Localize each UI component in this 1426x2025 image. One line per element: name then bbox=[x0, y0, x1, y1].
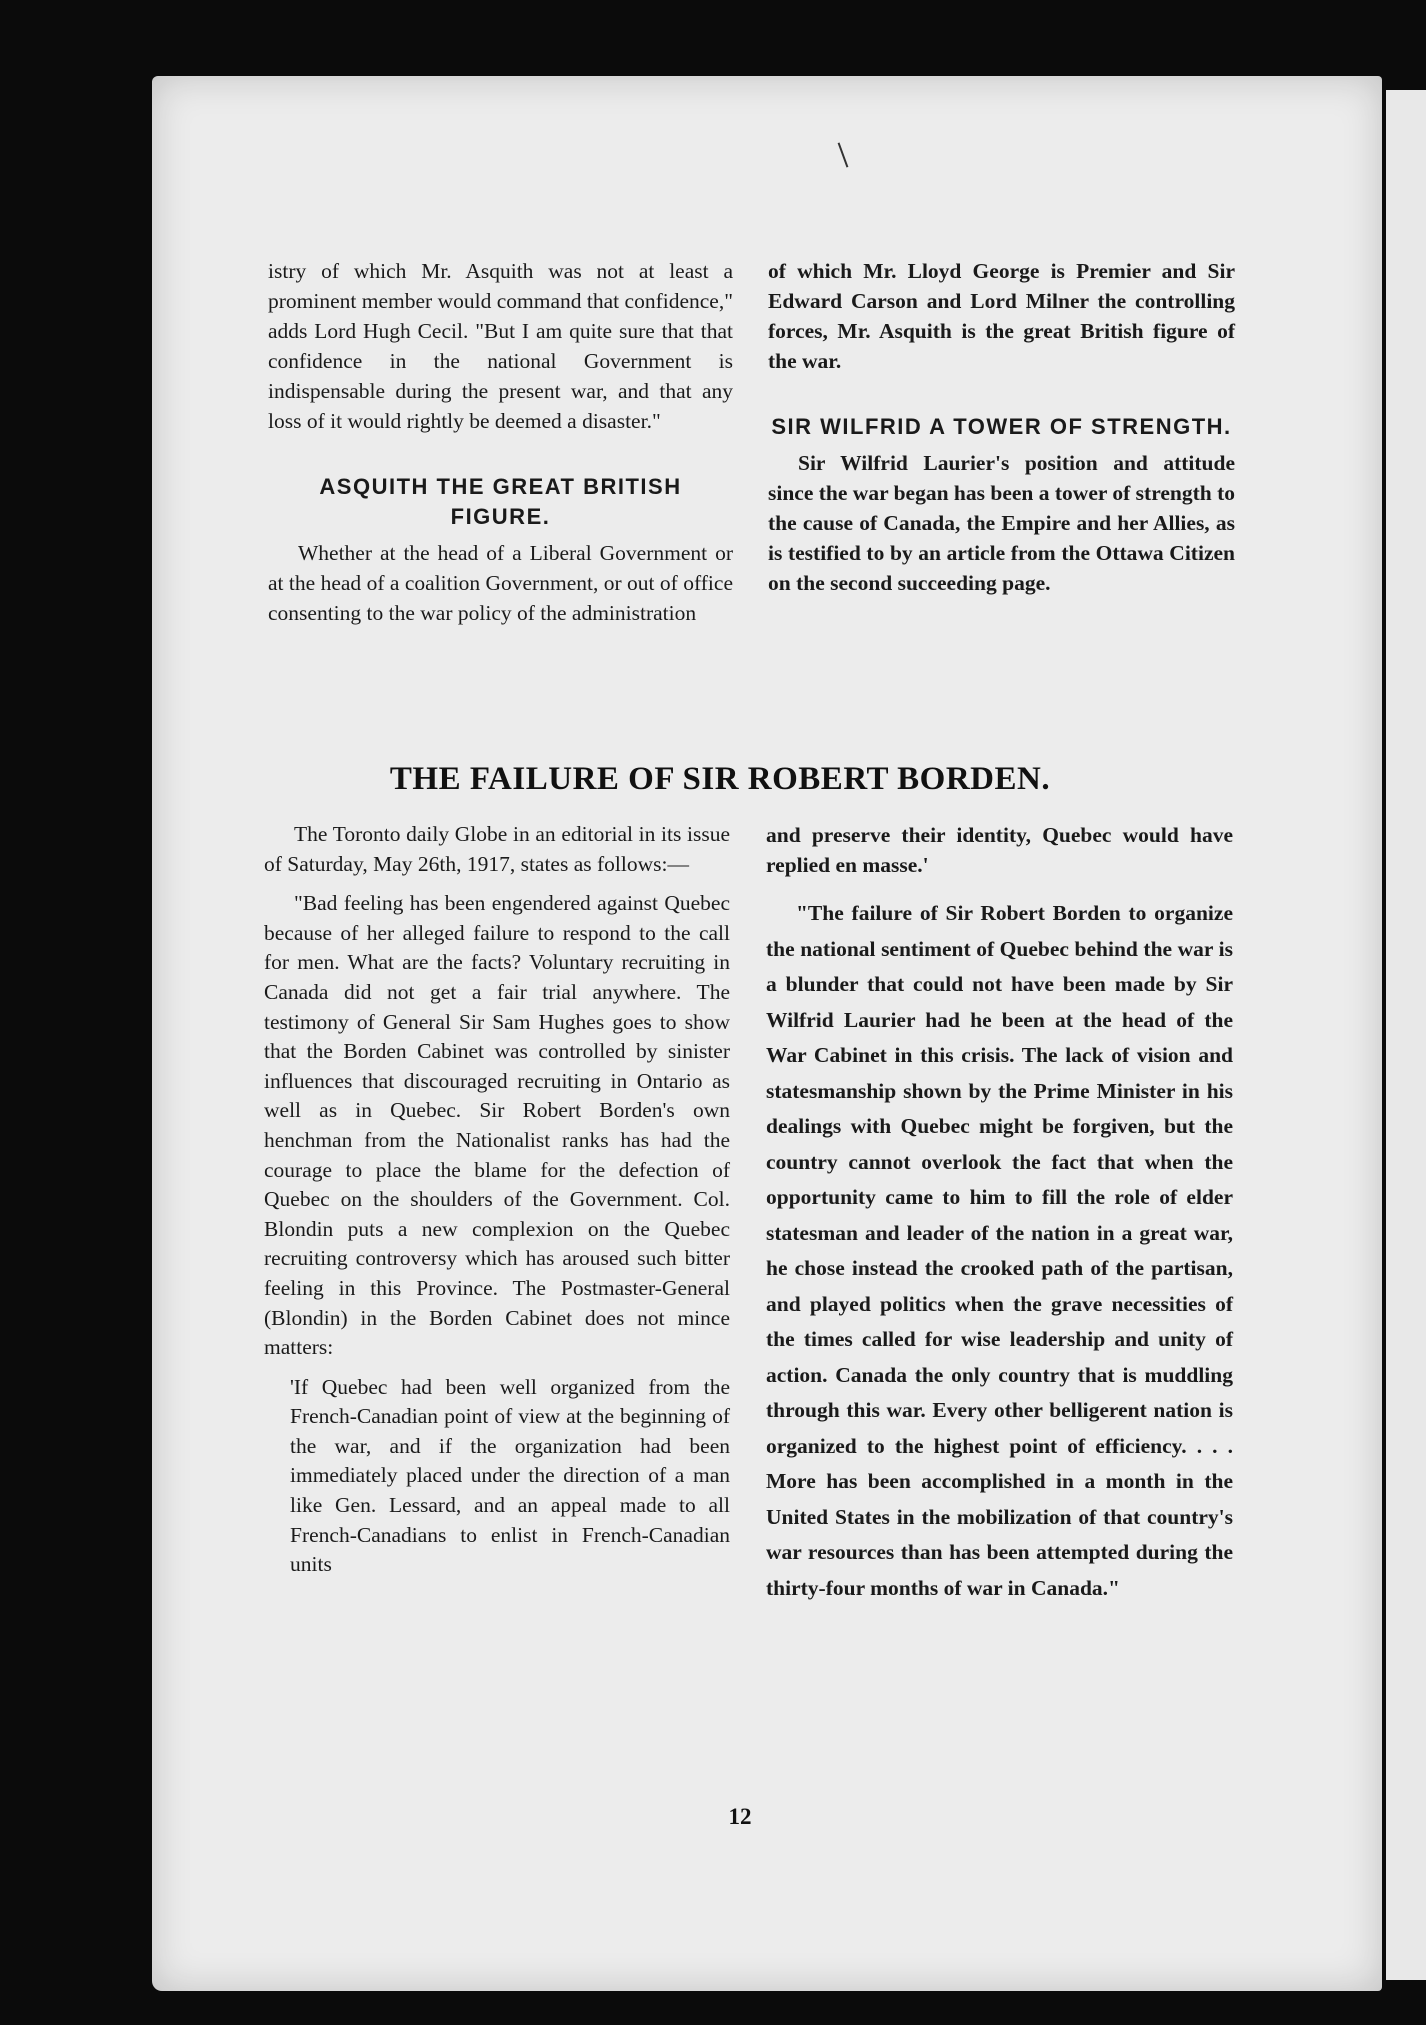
asquith-heading: ASQUITH THE GREAT BRITISH FIGURE. bbox=[319, 474, 682, 529]
borden-failure-paragraph: "The failure of Sir Robert Borden to organize the national sentiment of Quebec behind the war is a blunder that could not have been made by Sir Wilfrid Laurier had he been at the head of the War Cabinet in this crisis. The lack of vision and statesmanship shown by the Prime Minister in his dealings with Quebec might be forgiven, but the country cannot overlook the fact that when the opportunity came to him to fill the role of elder statesman and leader of the nation in a great war, he chose instead the crooked path of the partisan, and played politics when the grave necessities of the times called for wise leadership and unity of action. Canada the only country that is muddling through this war. Every other belligerent nation is organized to the highest point of efficiency. . . . More has been accomplished in a month in the United States in the mobilization of that country's war resources than has been attempted during the thirty-four months of war in Canada." bbox=[766, 901, 1233, 1600]
adjacent-page-edge bbox=[1386, 90, 1426, 1980]
top-right-column bbox=[768, 256, 1235, 598]
bottom-right-column bbox=[766, 820, 1233, 1606]
blondin-quote-paragraph: 'If Quebec had been well organized from the French-Canadian point of view at the beginning of the war, and if the organization had been immediately placed under the direction of a man like Gen. Lessard, and an appeal made to all French-Canadians to enlist in French-Canadian units bbox=[290, 1374, 730, 1577]
main-title: THE FAILURE OF SIR ROBERT BORDEN. bbox=[389, 761, 1051, 797]
top-left-column bbox=[268, 256, 733, 628]
globe-intro-paragraph: The Toronto daily Globe in an editorial in its issue of Saturday, May 26th, 1917, states as follows:— bbox=[264, 822, 730, 876]
laurier-strength-paragraph: Sir Wilfrid Laurier's position and attitude since the war began has been a tower of strength to the cause of Canada, the Empire and her Allies, as is testified to by an article from the Ottawa Citizen on the second succeeding page. bbox=[768, 451, 1236, 595]
page-number: 12 bbox=[728, 1804, 752, 1829]
asquith-confidence-paragraph: istry of which Mr. Asquith was not at least a prominent member would command that confidence," adds Lord Hugh Cecil. "But I am quite sure that that confidence in the national Government is indispensable during the present war, and that any loss of it would rightly be deemed a disaster." bbox=[268, 259, 733, 433]
asquith-figure-paragraph: Whether at the head of a Liberal Government or at the head of a coalition Government, or out of office consenting to the war policy of the administration bbox=[268, 541, 733, 625]
bottom-left-column bbox=[264, 820, 730, 1580]
blondin-quote-end: and preserve their identity, Quebec would have replied en masse.' bbox=[766, 823, 1233, 877]
laurier-heading: SIR WILFRID A TOWER OF STRENGTH. bbox=[771, 414, 1232, 439]
globe-quote-paragraph: "Bad feeling has been engendered against Quebec because of her alleged failure to respond to the call for men. What are the facts? Voluntary recruiting in Canada did not get a fair trial anywhere. The testimony of General Sir Sam Hughes goes to show that the Borden Cabinet was controlled by sinister influences that discouraged recruiting in Ontario as well as in Quebec. Sir Robert Borden's own henchman from the Nationalist ranks has had the courage to place the blame for the defection of Quebec on the shoulders of the Government. Col. Blondin puts a new complexion on the Quebec recruiting controversy which has aroused such bitter feeling in this Province. The Postmaster-General (Blondin) in the Borden Cabinet does not mince matters: bbox=[264, 891, 730, 1360]
lloyd-george-paragraph: of which Mr. Lloyd George is Premier and Sir Edward Carson and Lord Milner the controlling forces, Mr. Asquith is the great British figure of the war. bbox=[768, 259, 1235, 373]
